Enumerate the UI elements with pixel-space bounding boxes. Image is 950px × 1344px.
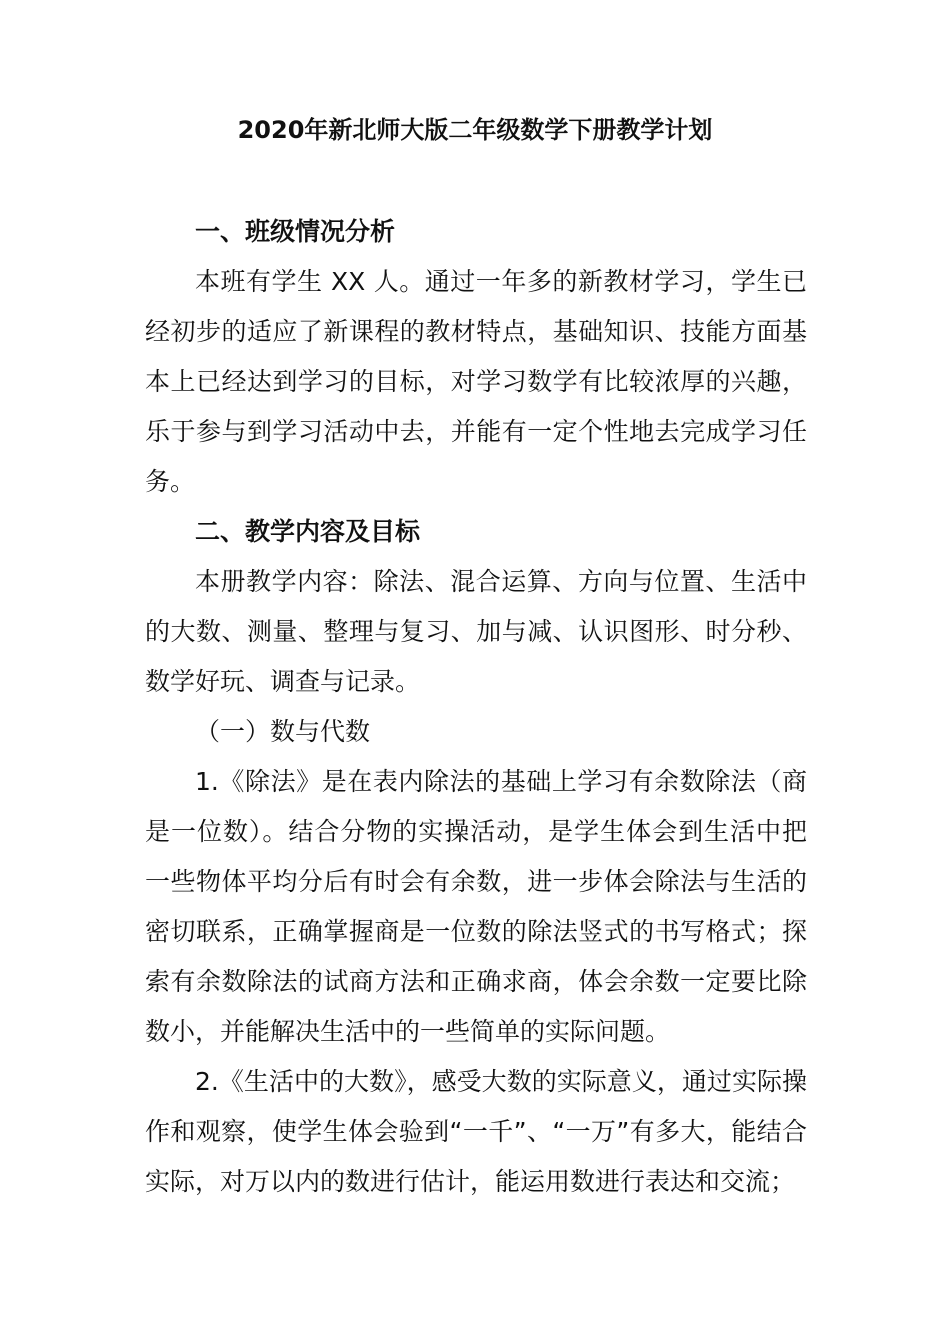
document-title: 2020年新北师大版二年级数学下册教学计划 bbox=[237, 116, 713, 144]
paragraph-division: 1.《除法》是在表内除法的基础上学习有余数除法（商是一位数）。结合分物的实操活动，是学生体会到生活中把一些物体平均分后有时会有余数，进一步体会除法与生活的密切联系，正确掌握商是一位数的除法竖式的书写格式；探索有余数除法的试商方法和正确求商，体会余数一定要比除数小，并能解决生活中的一些简单的实际问题。 bbox=[145, 767, 807, 1046]
section-heading-content-goals: 二、教学内容及目标 bbox=[195, 517, 421, 546]
section-heading-class-analysis: 一、班级情况分析 bbox=[195, 217, 396, 246]
subheading-number-algebra: （一）数与代数 bbox=[195, 717, 371, 746]
document-body bbox=[145, 207, 807, 1207]
paragraph-content-list: 本册教学内容：除法、混合运算、方向与位置、生活中的大数、测量、整理与复习、加与减、认识图形、时分秒、数学好玩、调查与记录。 bbox=[145, 567, 807, 696]
paragraph-large-numbers: 2.《生活中的大数》，感受大数的实际意义，通过实际操作和观察，使学生体会验到“一千”、“一万”有多大，能结合实际，对万以内的数进行估计，能运用数进行表达和交流； bbox=[145, 1067, 807, 1196]
paragraph-class-analysis: 本班有学生 XX 人。通过一年多的新教材学习，学生已经初步的适应了新课程的教材特点，基础知识、技能方面基本上已经达到学习的目标，对学习数学有比较浓厚的兴趣，乐于参与到学习活动中去，并能有一定个性地去完成学习任务。 bbox=[145, 267, 807, 496]
